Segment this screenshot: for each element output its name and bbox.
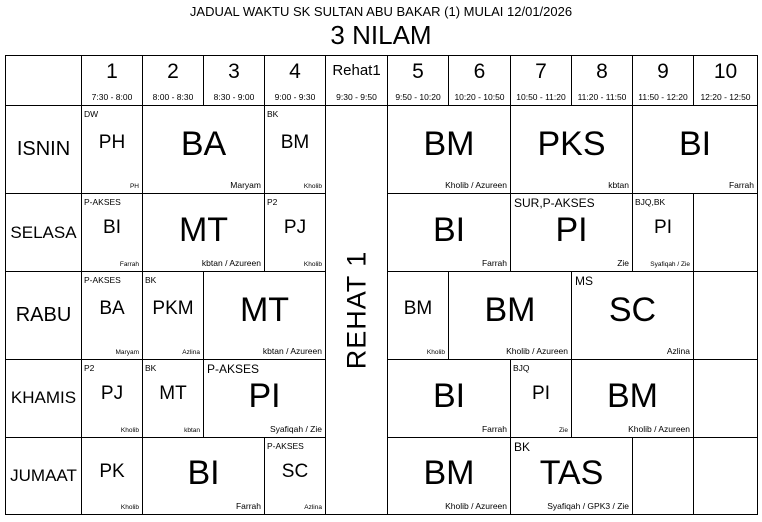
period-header-row xyxy=(6,56,758,106)
lesson-cell: P2 PJ Kholib xyxy=(265,194,326,271)
lesson-cell: PK Kholib xyxy=(82,437,143,514)
class-name: 3 NILAM xyxy=(330,20,432,50)
day-label: RABU xyxy=(6,271,82,359)
timetable-title: JADUAL WAKTU SK SULTAN ABU BAKAR (1) MULAI 12/01/2026 xyxy=(189,4,573,19)
period-header: 5 9:50 - 10:20 xyxy=(388,56,449,106)
empty-cell xyxy=(633,437,694,514)
lesson-cell: SUR,P-AKSES PI Zie xyxy=(511,194,633,271)
day-label: ISNIN xyxy=(6,106,82,194)
lesson-cell: PKS kbtan xyxy=(511,106,633,194)
day-row-isnin xyxy=(6,106,758,194)
lesson-cell: BI Farrah xyxy=(388,360,511,437)
lesson-cell: P-AKSES BI Farrah xyxy=(82,194,143,271)
lesson-cell: BM Kholib / Azureen xyxy=(388,437,511,514)
lesson-cell: P-AKSES SC Azlina xyxy=(265,437,326,514)
period-header: 3 8:30 - 9:00 xyxy=(204,56,265,106)
lesson-cell: BI Farrah xyxy=(633,106,758,194)
empty-cell xyxy=(694,360,758,437)
period-header: 4 9:00 - 9:30 xyxy=(265,56,326,106)
lesson-cell: MT kbtan / Azureen xyxy=(204,271,326,359)
lesson-cell: BJQ,BK PI Syafiqah / Zie xyxy=(633,194,694,271)
lesson-cell: BM Kholib / Azureen xyxy=(388,106,511,194)
lesson-cell: P-AKSES BA Maryam xyxy=(82,271,143,359)
lesson-cell: BM Kholib xyxy=(388,271,449,359)
lesson-cell: BK BM Kholib xyxy=(265,106,326,194)
lesson-cell: MT kbtan / Azureen xyxy=(143,194,265,271)
lesson-cell: BM Kholib / Azureen xyxy=(572,360,694,437)
lesson-cell: BK TAS Syafiqah / GPK3 / Zie xyxy=(511,437,633,514)
lesson-cell: BK MT kbtan xyxy=(143,360,204,437)
day-label: KHAMIS xyxy=(6,360,82,437)
period-header: 9 11:50 - 12:20 xyxy=(633,56,694,106)
lesson-cell: DW PH PH xyxy=(82,106,143,194)
rehat-column xyxy=(326,106,388,515)
lesson-cell: P-AKSES PI Syafiqah / Zie xyxy=(204,360,326,437)
lesson-cell: BI Farrah xyxy=(143,437,265,514)
empty-cell xyxy=(694,194,758,271)
period-header: 2 8:00 - 8:30 xyxy=(143,56,204,106)
empty-cell xyxy=(694,437,758,514)
lesson-cell: BA Maryam xyxy=(143,106,265,194)
period-header: 10 12:20 - 12:50 xyxy=(694,56,758,106)
lesson-cell: BJQ PI Zie xyxy=(511,360,572,437)
empty-cell xyxy=(694,271,758,359)
period-header: 8 11:20 - 11:50 xyxy=(572,56,633,106)
lesson-cell: BI Farrah xyxy=(388,194,511,271)
day-label: JUMAAT xyxy=(6,437,82,514)
timetable-grid xyxy=(5,55,758,515)
lesson-cell: BK PKM Azlina xyxy=(143,271,204,359)
rehat-label: REHAT 1 xyxy=(341,250,371,370)
period-header: 7 10:50 - 11:20 xyxy=(511,56,572,106)
corner-cell xyxy=(6,56,82,106)
lesson-cell: BM Kholib / Azureen xyxy=(449,271,572,359)
lesson-cell: P2 PJ Kholib xyxy=(82,360,143,437)
lesson-cell: MS SC Azlina xyxy=(572,271,694,359)
period-header-rehat: Rehat1 9:30 - 9:50 xyxy=(326,56,388,106)
day-label: SELASA xyxy=(6,194,82,271)
period-header: 1 7:30 - 8:00 xyxy=(82,56,143,106)
period-header: 6 10:20 - 10:50 xyxy=(449,56,511,106)
